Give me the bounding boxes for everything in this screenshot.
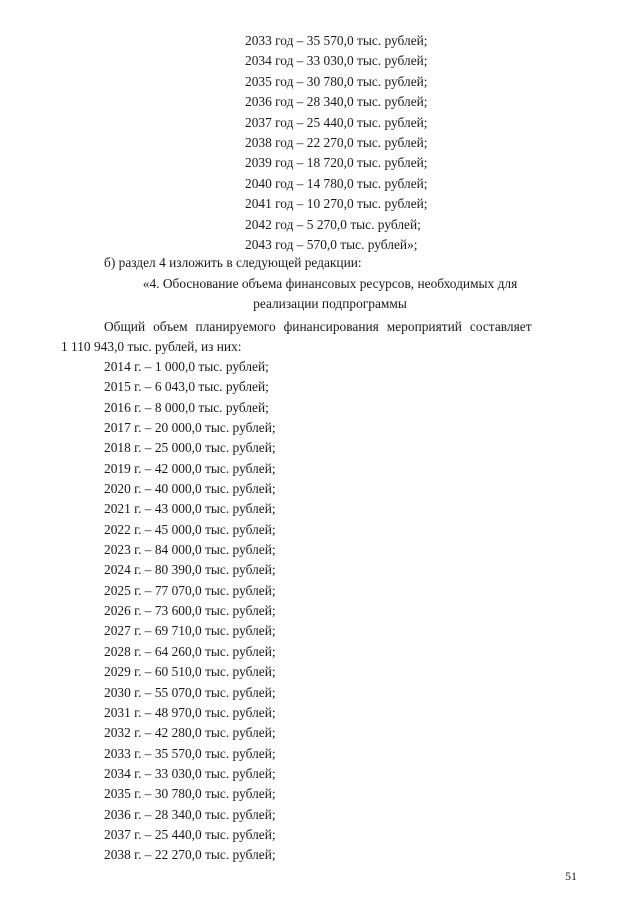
paragraph-line-1: Общий объем планируемого финансирования мероприятий составляет (104, 319, 532, 334)
list-item: 2032 г. – 42 280,0 тыс. рублей; (104, 725, 276, 741)
list-item: 2035 г. – 30 780,0 тыс. рублей; (104, 786, 276, 802)
list-item: 2035 год – 30 780,0 тыс. рублей; (245, 73, 428, 89)
list-item: 2020 г. – 40 000,0 тыс. рублей; (104, 481, 276, 497)
list-item: 2019 г. – 42 000,0 тыс. рублей; (104, 460, 276, 476)
list-item: 2018 г. – 25 000,0 тыс. рублей; (104, 440, 276, 456)
list-item: 2037 г. – 25 440,0 тыс. рублей; (104, 826, 276, 842)
section-heading-line-2: реализации подпрограммы (253, 296, 407, 311)
list-item: 2036 год – 28 340,0 тыс. рублей; (245, 94, 428, 110)
list-item: 2034 г. – 33 030,0 тыс. рублей; (104, 765, 276, 781)
list-item: 2028 г. – 64 260,0 тыс. рублей; (104, 643, 276, 659)
list-item: 2030 г. – 55 070,0 тыс. рублей; (104, 684, 276, 700)
paragraph-line-2: 1 110 943,0 тыс. рублей, из них: (61, 339, 242, 354)
list-item: 2016 г. – 8 000,0 тыс. рублей; (104, 399, 269, 415)
list-item: 2036 г. – 28 340,0 тыс. рублей; (104, 806, 276, 822)
list-item: 2023 г. – 84 000,0 тыс. рублей; (104, 542, 276, 558)
yearly-funding-list-continued (245, 31, 428, 255)
list-item: 2033 г. – 35 570,0 тыс. рублей; (104, 745, 276, 761)
list-item: 2043 год – 570,0 тыс. рублей»; (245, 237, 418, 253)
list-item: 2024 г. – 80 390,0 тыс. рублей; (104, 562, 276, 578)
page-number: 51 (565, 869, 577, 883)
list-item: 2017 г. – 20 000,0 тыс. рублей; (104, 420, 276, 436)
list-item: 2038 г. – 22 270,0 тыс. рублей; (104, 847, 276, 863)
list-item: 2022 г. – 45 000,0 тыс. рублей; (104, 521, 276, 537)
list-item: 2039 год – 18 720,0 тыс. рублей; (245, 155, 428, 171)
list-item: 2037 год – 25 440,0 тыс. рублей; (245, 114, 428, 130)
list-item: 2021 г. – 43 000,0 тыс. рублей; (104, 501, 276, 517)
list-item: 2031 г. – 48 970,0 тыс. рублей; (104, 704, 276, 720)
list-item: 2026 г. – 73 600,0 тыс. рублей; (104, 603, 276, 619)
list-item: 2034 год – 33 030,0 тыс. рублей; (245, 53, 428, 69)
list-item: 2038 год – 22 270,0 тыс. рублей; (245, 135, 428, 151)
yearly-funding-list (104, 357, 276, 866)
section-instruction: б) раздел 4 изложить в следующей редакции: (104, 255, 362, 270)
list-item: 2025 г. – 77 070,0 тыс. рублей; (104, 582, 276, 598)
list-item: 2029 г. – 60 510,0 тыс. рублей; (104, 664, 276, 680)
list-item: 2033 год – 35 570,0 тыс. рублей; (245, 33, 428, 48)
list-item: 2040 год – 14 780,0 тыс. рублей; (245, 175, 428, 191)
list-item: 2027 г. – 69 710,0 тыс. рублей; (104, 623, 276, 639)
list-item: 2042 год – 5 270,0 тыс. рублей; (245, 216, 421, 232)
list-item: 2041 год – 10 270,0 тыс. рублей; (245, 196, 428, 212)
list-item: 2015 г. – 6 043,0 тыс. рублей; (104, 379, 269, 395)
section-heading-line-1: «4. Обоснование объема финансовых ресурсов, необходимых для (142, 276, 518, 291)
list-item: 2014 г. – 1 000,0 тыс. рублей; (104, 359, 269, 374)
